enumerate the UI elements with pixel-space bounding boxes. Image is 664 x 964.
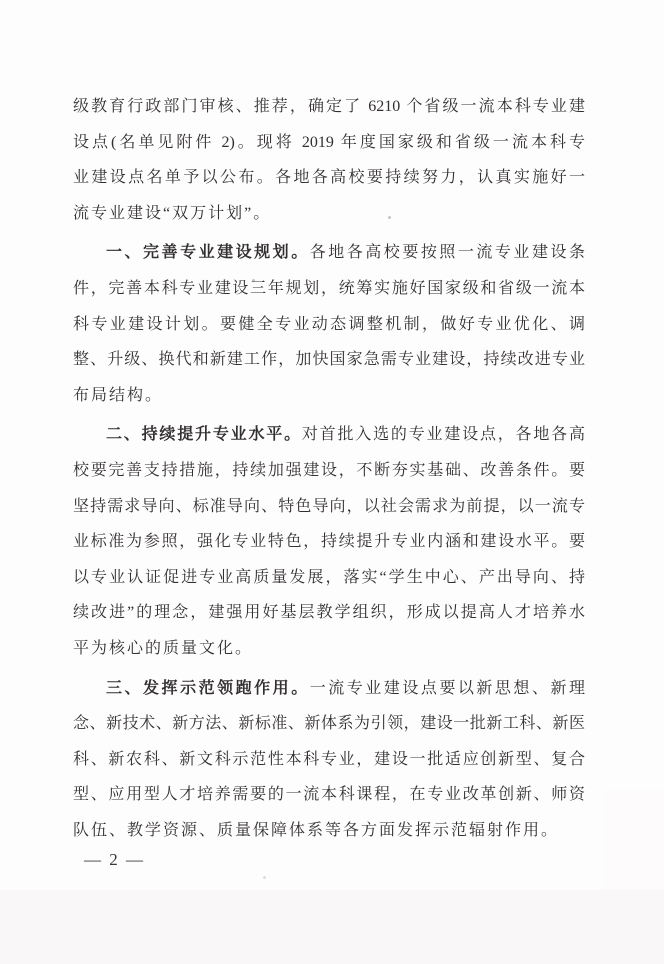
text-line: 以专业认证促进专业高质量发展，落实“学生中心、产出导向、持 xyxy=(73,568,585,586)
text-line: 校要完善支持措施，持续加强建设，不断夯实基础、改善条件。要 xyxy=(73,461,585,479)
section-2-lead-text: 对首批入选的专业建设点，各地各高 xyxy=(301,426,585,444)
section-heading-line xyxy=(73,671,585,707)
section-1-lead-text: 各地各高校要按照一流专业建设条 xyxy=(309,244,585,262)
scan-shading-bottom xyxy=(0,890,664,964)
text-line: 整、升级、换代和新建工作，加快国家急需专业建设，持续改进专业 xyxy=(73,351,585,369)
text-line: 级教育行政部门审核、推荐，确定了 6210 个省级一流本科专业建 xyxy=(73,98,585,115)
section-2-heading: 二、持续提升专业水平。 xyxy=(106,426,302,444)
text-line: 流专业建设“双万计划”。 xyxy=(73,204,272,222)
paragraph-section-2 xyxy=(73,417,585,666)
text-line: 念、新技术、新方法、新标准、新体系为引领，建设一批新工科、新医 xyxy=(73,715,585,733)
text-line: 平为核心的质量文化。 xyxy=(73,639,254,657)
scan-shading-right xyxy=(604,790,664,890)
section-heading-line xyxy=(73,417,585,453)
paragraph-intro xyxy=(73,89,585,231)
text-line: 设点(名单见附件 2)。现将 2019 年度国家级和省级一流本科专 xyxy=(73,133,585,151)
text-line: 科、新农科、新文科示范性本科专业，建设一批适应创新型、复合 xyxy=(73,750,585,768)
section-3-lead-text: 一流专业建设点要以新思想、新理 xyxy=(309,679,585,697)
text-line: 布局结构。 xyxy=(73,386,164,404)
scan-speck xyxy=(263,876,266,879)
section-1-heading: 一、完善专业建设规划。 xyxy=(106,244,310,262)
section-heading-line xyxy=(73,235,585,271)
text-line: 科专业建设计划。要健全专业动态调整机制，做好专业优化、调 xyxy=(73,315,585,333)
page-number: — 2 — xyxy=(84,850,145,869)
text-line: 队伍、教学资源、质量保障体系等各方面发挥示范辐射作用。 xyxy=(73,821,560,839)
document-body xyxy=(73,89,585,848)
paragraph-section-1 xyxy=(73,235,585,413)
section-3-heading: 三、发挥示范领跑作用。 xyxy=(106,679,310,697)
text-line: 业标准为参照，强化专业特色，持续提升专业内涵和建设水平。要 xyxy=(73,533,585,551)
text-line: 型、应用型人才培养需要的一流本科课程，在专业改革创新、师资 xyxy=(73,786,585,804)
paragraph-section-3 xyxy=(73,671,585,849)
text-line: 续改进”的理念，建强用好基层教学组织，形成以提高人才培养水 xyxy=(73,604,585,622)
text-line: 业建设点名单予以公布。各地各高校要持续努力，认真实施好一 xyxy=(73,169,585,187)
text-line: 坚持需求导向、标准导向、特色导向，以社会需求为前提，以一流专 xyxy=(73,497,585,515)
text-line: 件，完善本科专业建设三年规划，统筹实施好国家级和省级一流本 xyxy=(73,279,585,297)
